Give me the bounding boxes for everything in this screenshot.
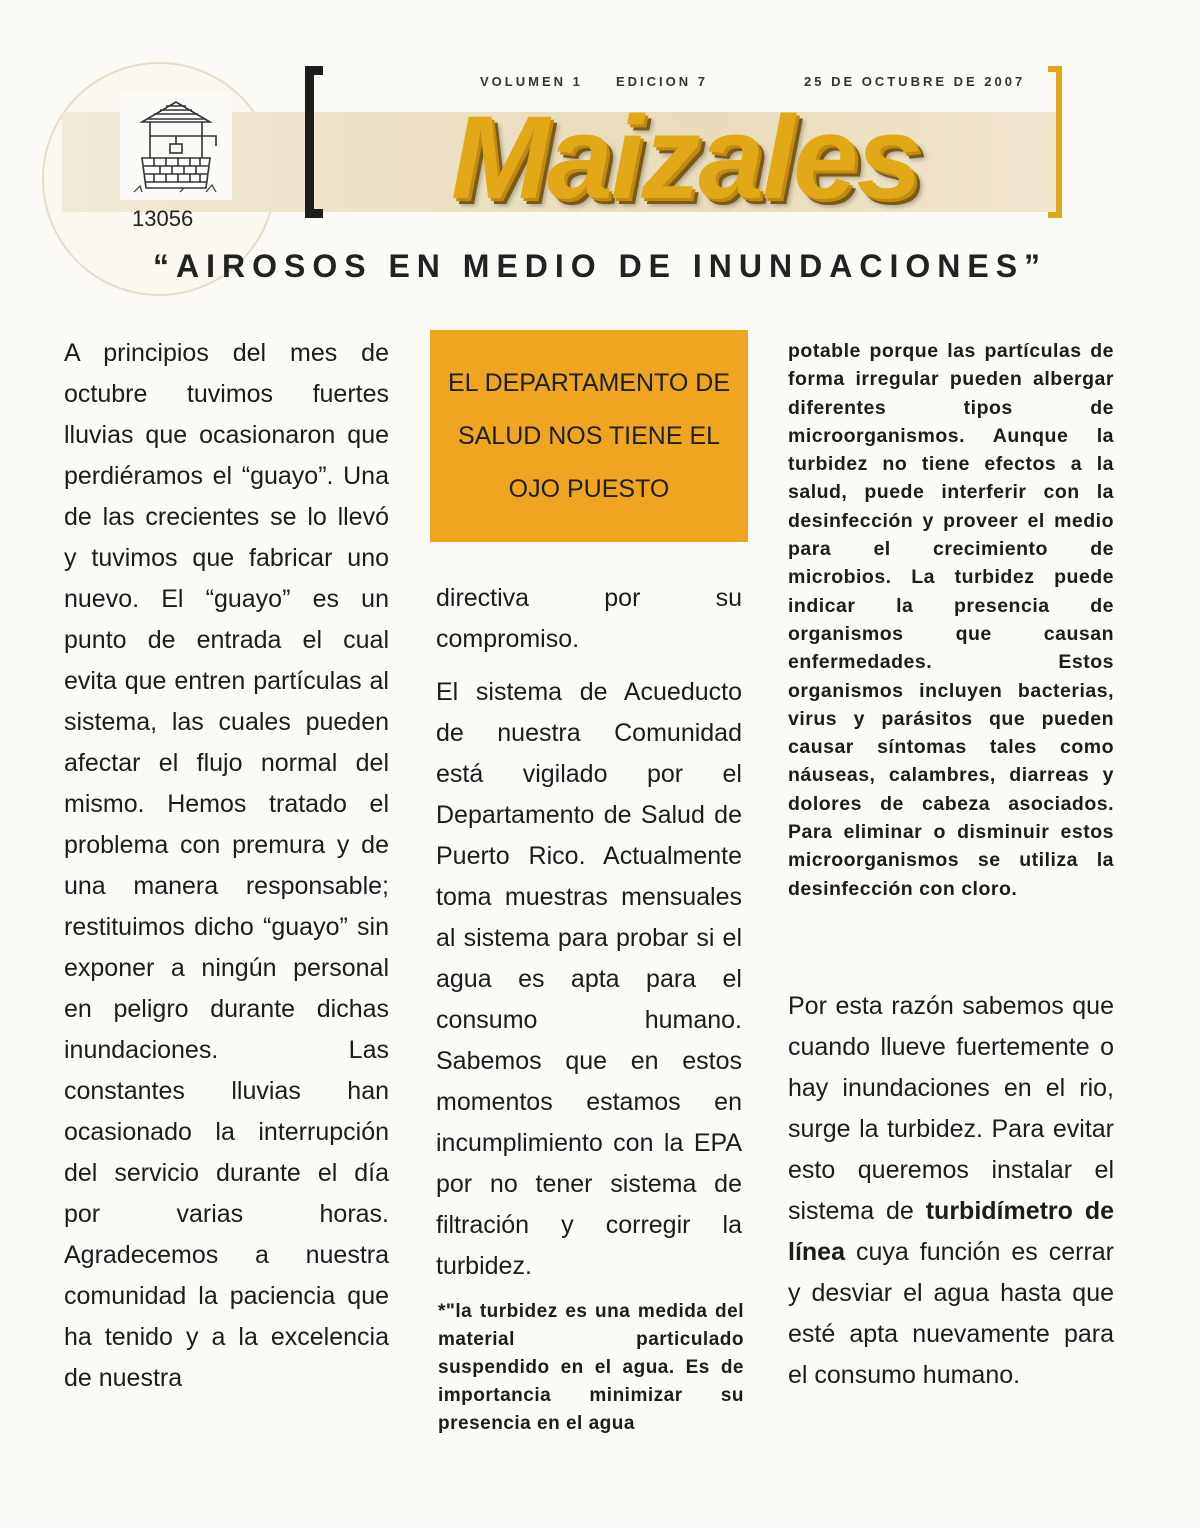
logo-number: 13056 (132, 206, 194, 231)
headline: “AIROSOS EN MEDIO DE INUNDACIONES” (152, 248, 1048, 284)
article-column-2-continuation (436, 578, 742, 660)
newsletter-title: Maizales (450, 92, 921, 224)
water-well-icon (120, 92, 232, 200)
paragraph-bold-term: turbidímetro de línea (788, 1197, 1114, 1266)
well-logo (120, 92, 232, 200)
article-paragraph: El sistema de Acueducto de nuestra Comunidad está vigilado por el Departamento de Salud de Puerto Rico. Actualmente toma muestras mensuales al sistema para probar si el agua es apta para el consumo humano. Sabemos que en estos momentos estamos en incumplimiento con la EPA por no tener sistema de filtración y corregir la turbidez. (436, 678, 742, 1280)
paragraph-text-end: cuya función es cerrar y desviar el agua hasta que esté apta nuevamente para el consumo humano. (788, 1238, 1114, 1389)
article-column-1 (64, 333, 389, 1399)
edition-label: EDICION 7 (616, 74, 709, 89)
article-paragraph: directiva por su compromiso. (436, 584, 742, 653)
callout-text: EL DEPARTAMENTO DE SALUD NOS TIENE EL OJO PUESTO (447, 368, 730, 503)
volume-label: VOLUMEN 1 (480, 74, 583, 89)
callout-box (430, 330, 748, 542)
paragraph-text-start: Por esta razón sabemos que cuando llueve fuertemente o hay inundaciones en el rio, surge la turbidez. Para evitar esto queremos instalar el sistema de (788, 992, 1114, 1225)
article-column-3-paragraph (788, 986, 1114, 1396)
turbidity-note: *"la turbidez es una medida del material particulado suspendido en el agua. Es de importancia minimizar su presencia en el agua (438, 1301, 744, 1434)
issue-date: 25 DE OCTUBRE DE 2007 (804, 74, 1026, 89)
turbidity-note-continued: potable porque las partículas de forma irregular pueden albergar diferentes tipos de microorganismos. Aunque la turbidez no tiene efectos a la salud, puede interferir con la desinfección y proveer el medio para el crecimiento de microbios. La turbidez puede indicar la presencia de organismos que causan enfermedades. Estos organismos incluyen bacterias, virus y parásitos que pueden causar síntomas tales como náuseas, calambres, diarreas y dolores de cabeza asociados. Para eliminar o disminuir estos microorganismos se utiliza la desinfección con cloro. (788, 340, 1114, 900)
article-paragraph: A principios del mes de octubre tuvimos fuertes lluvias que ocasionaron que perdiéramos el “guayo”. Una de las crecientes se lo llevó y tuvimos que fabricar uno nuevo. El “guayo” es un punto de entrada el cual evita que entren partículas al sistema, las cuales pueden afectar el flujo normal del mismo. Hemos tratado el problema con premura y de una manera responsable; restituimos dicho “guayo” sin exponer a ningún personal en peligro durante dichas inundaciones. Las constantes lluvias han ocasionado la interrupción del servicio durante el día por varias horas. Agradecemos a nuestra comunidad la paciencia que ha tenido y a la excelencia de nuestra (64, 339, 389, 1392)
article-column-2-paragraph (436, 672, 742, 1287)
